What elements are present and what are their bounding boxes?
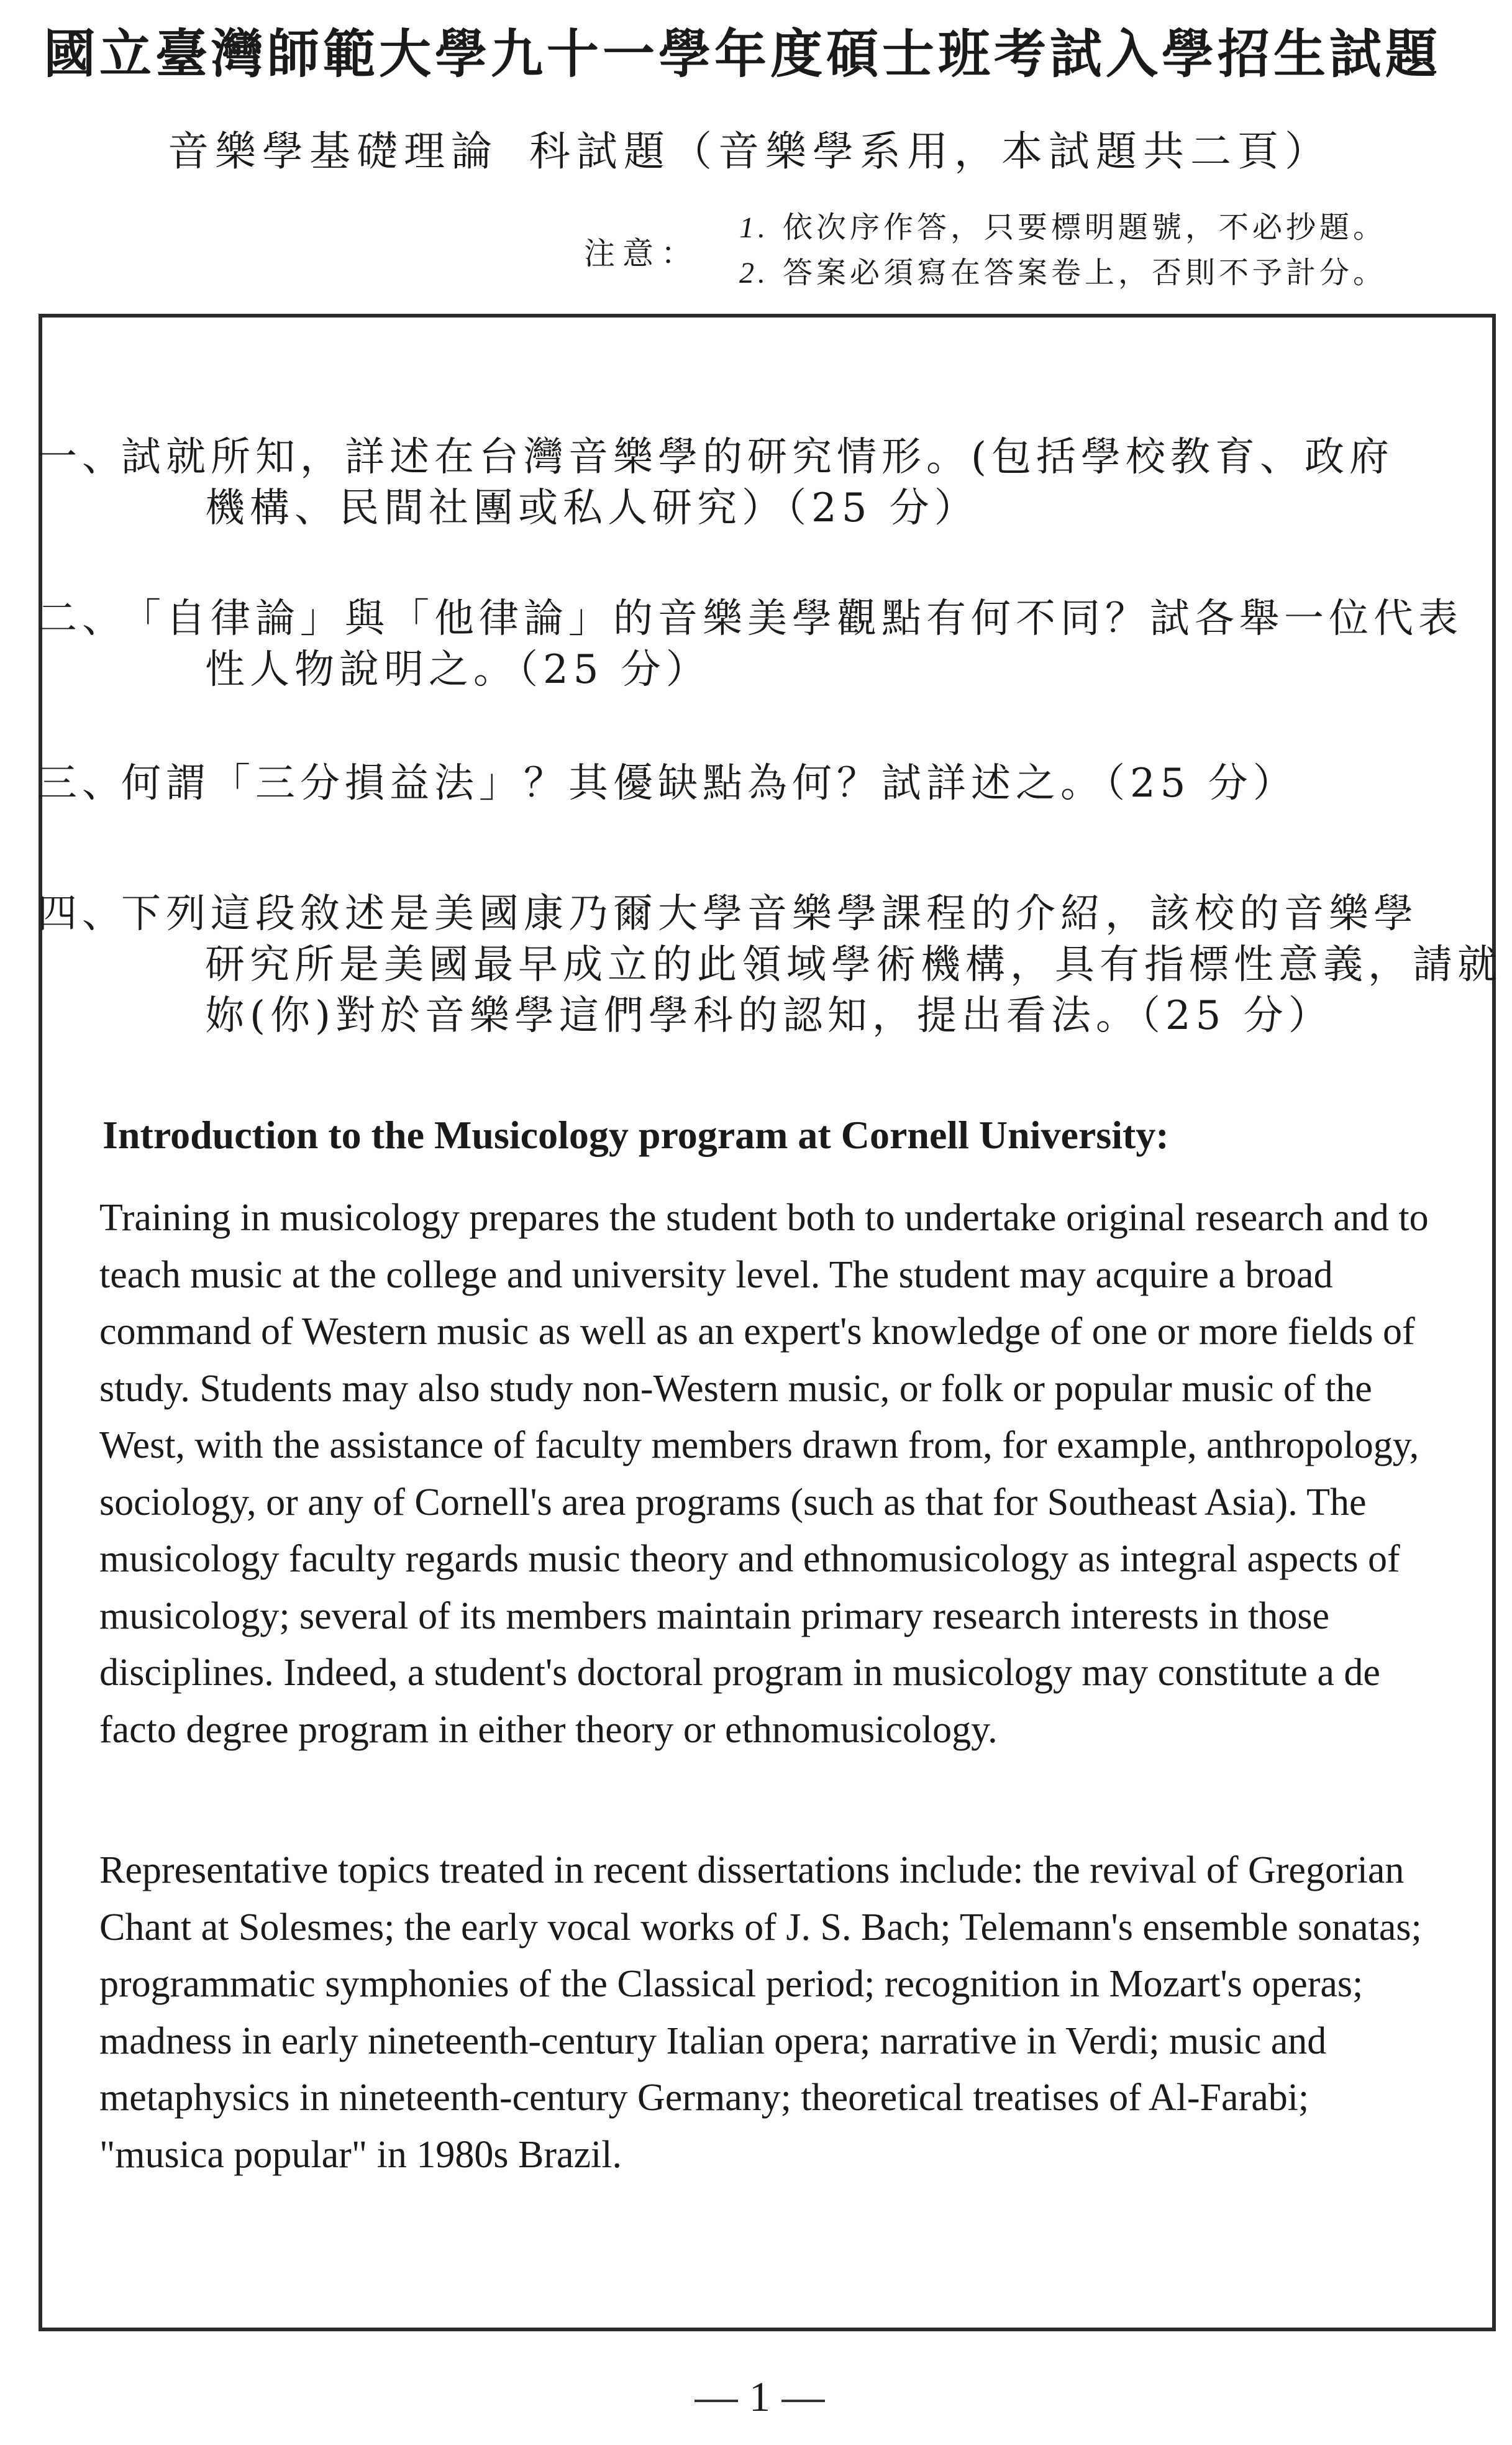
notice-text: 答案必須寫在答案卷上，否則不予計分。 bbox=[783, 255, 1387, 290]
question-text-line: 妳(你)對於音樂學這們學科的認知，提出看法。（25 分） bbox=[205, 993, 1333, 1039]
question-text-line: 何謂「三分損益法」？其優缺點為何？試詳述之。（25 分） bbox=[121, 761, 1298, 807]
notice-text: 依次序作答，只要標明題號，不必抄題。 bbox=[783, 210, 1387, 245]
exam-title: 國立臺灣師範大學九十一學年度碩士班考試入學招生試題 bbox=[43, 23, 1442, 85]
question-number: 一、 bbox=[37, 434, 127, 480]
notice-list bbox=[739, 205, 1387, 296]
question-text-line: 「自律論」與「他律論」的音樂美學觀點有何不同？試各舉一位代表 bbox=[121, 596, 1463, 642]
intro-paragraph: Representative topics treated in recent dissertations include: the revival of Gregorian Chant at Solesmes; the early vocal works of J. S. Bach; Telemann's ensemble sonatas; programmatic symphonies of the Classical period; recognition in Mozart's operas; madness in early nineteenth-century Italian opera; narrative in Verdi; music and metaphysics in nineteenth-century Germany; theoretical treatises of Al-Farabi; "musica popular" in 1980s Brazil. bbox=[99, 1849, 1422, 2176]
intro-paragraph: Training in musicology prepares the student both to undertake original research and to teach music at the college and university level. The student may acquire a broad command of Western music as well as an expert's knowledge of one or more fields of study. Students may also study non-Western music, or folk or popular music of the West, with the assistance of faculty members drawn from, for example, anthropology, sociology, or any of Cornell's area programs (such as that for Southeast Asia). The musicology faculty regards music theory and ethnomusicology as integral aspects of musicology; several of its members maintain primary research interests in those disciplines. Indeed, a student's doctoral program in musicology may constitute a de facto degree program in either theory or ethnomusicology. bbox=[99, 1197, 1429, 1751]
question-number: 三、 bbox=[37, 761, 127, 807]
question-text-line: 下列這段敘述是美國康乃爾大學音樂學課程的介紹，該校的音樂學 bbox=[121, 891, 1418, 937]
page-number bbox=[683, 2372, 836, 2421]
notice-item bbox=[739, 250, 1387, 296]
question-3 bbox=[37, 758, 1298, 809]
dash-decoration bbox=[695, 2400, 738, 2402]
notice-number: 1. bbox=[739, 211, 769, 244]
question-number: 四、 bbox=[37, 891, 127, 937]
page-number-value: 1 bbox=[749, 2373, 770, 2420]
notice-item bbox=[739, 205, 1387, 250]
question-2 bbox=[37, 593, 1463, 695]
subject-name: 音樂學基礎理論 bbox=[168, 127, 498, 175]
notice-label: 注意： bbox=[584, 235, 699, 272]
question-text-line: 性人物說明之。（25 分） bbox=[205, 647, 711, 693]
intro-heading: Introduction to the Musicology program at Cornell University: bbox=[102, 1113, 1169, 1157]
question-4 bbox=[37, 889, 1502, 1041]
question-1 bbox=[37, 432, 1394, 534]
question-text-line: 研究所是美國最早成立的此領域學術機構，具有指標性意義，請就 bbox=[205, 942, 1502, 988]
subject-suffix: 科試題（音樂學系用，本試題共二頁） bbox=[529, 127, 1332, 175]
question-number: 二、 bbox=[37, 596, 127, 642]
dash-decoration bbox=[781, 2400, 825, 2402]
question-text-line: 試就所知，詳述在台灣音樂學的研究情形。(包括學校教育、政府 bbox=[121, 434, 1394, 480]
question-text-line: 機構、民間社團或私人研究）（25 分） bbox=[205, 485, 979, 531]
notice-number: 2. bbox=[739, 257, 769, 290]
exam-subtitle bbox=[168, 118, 1332, 177]
